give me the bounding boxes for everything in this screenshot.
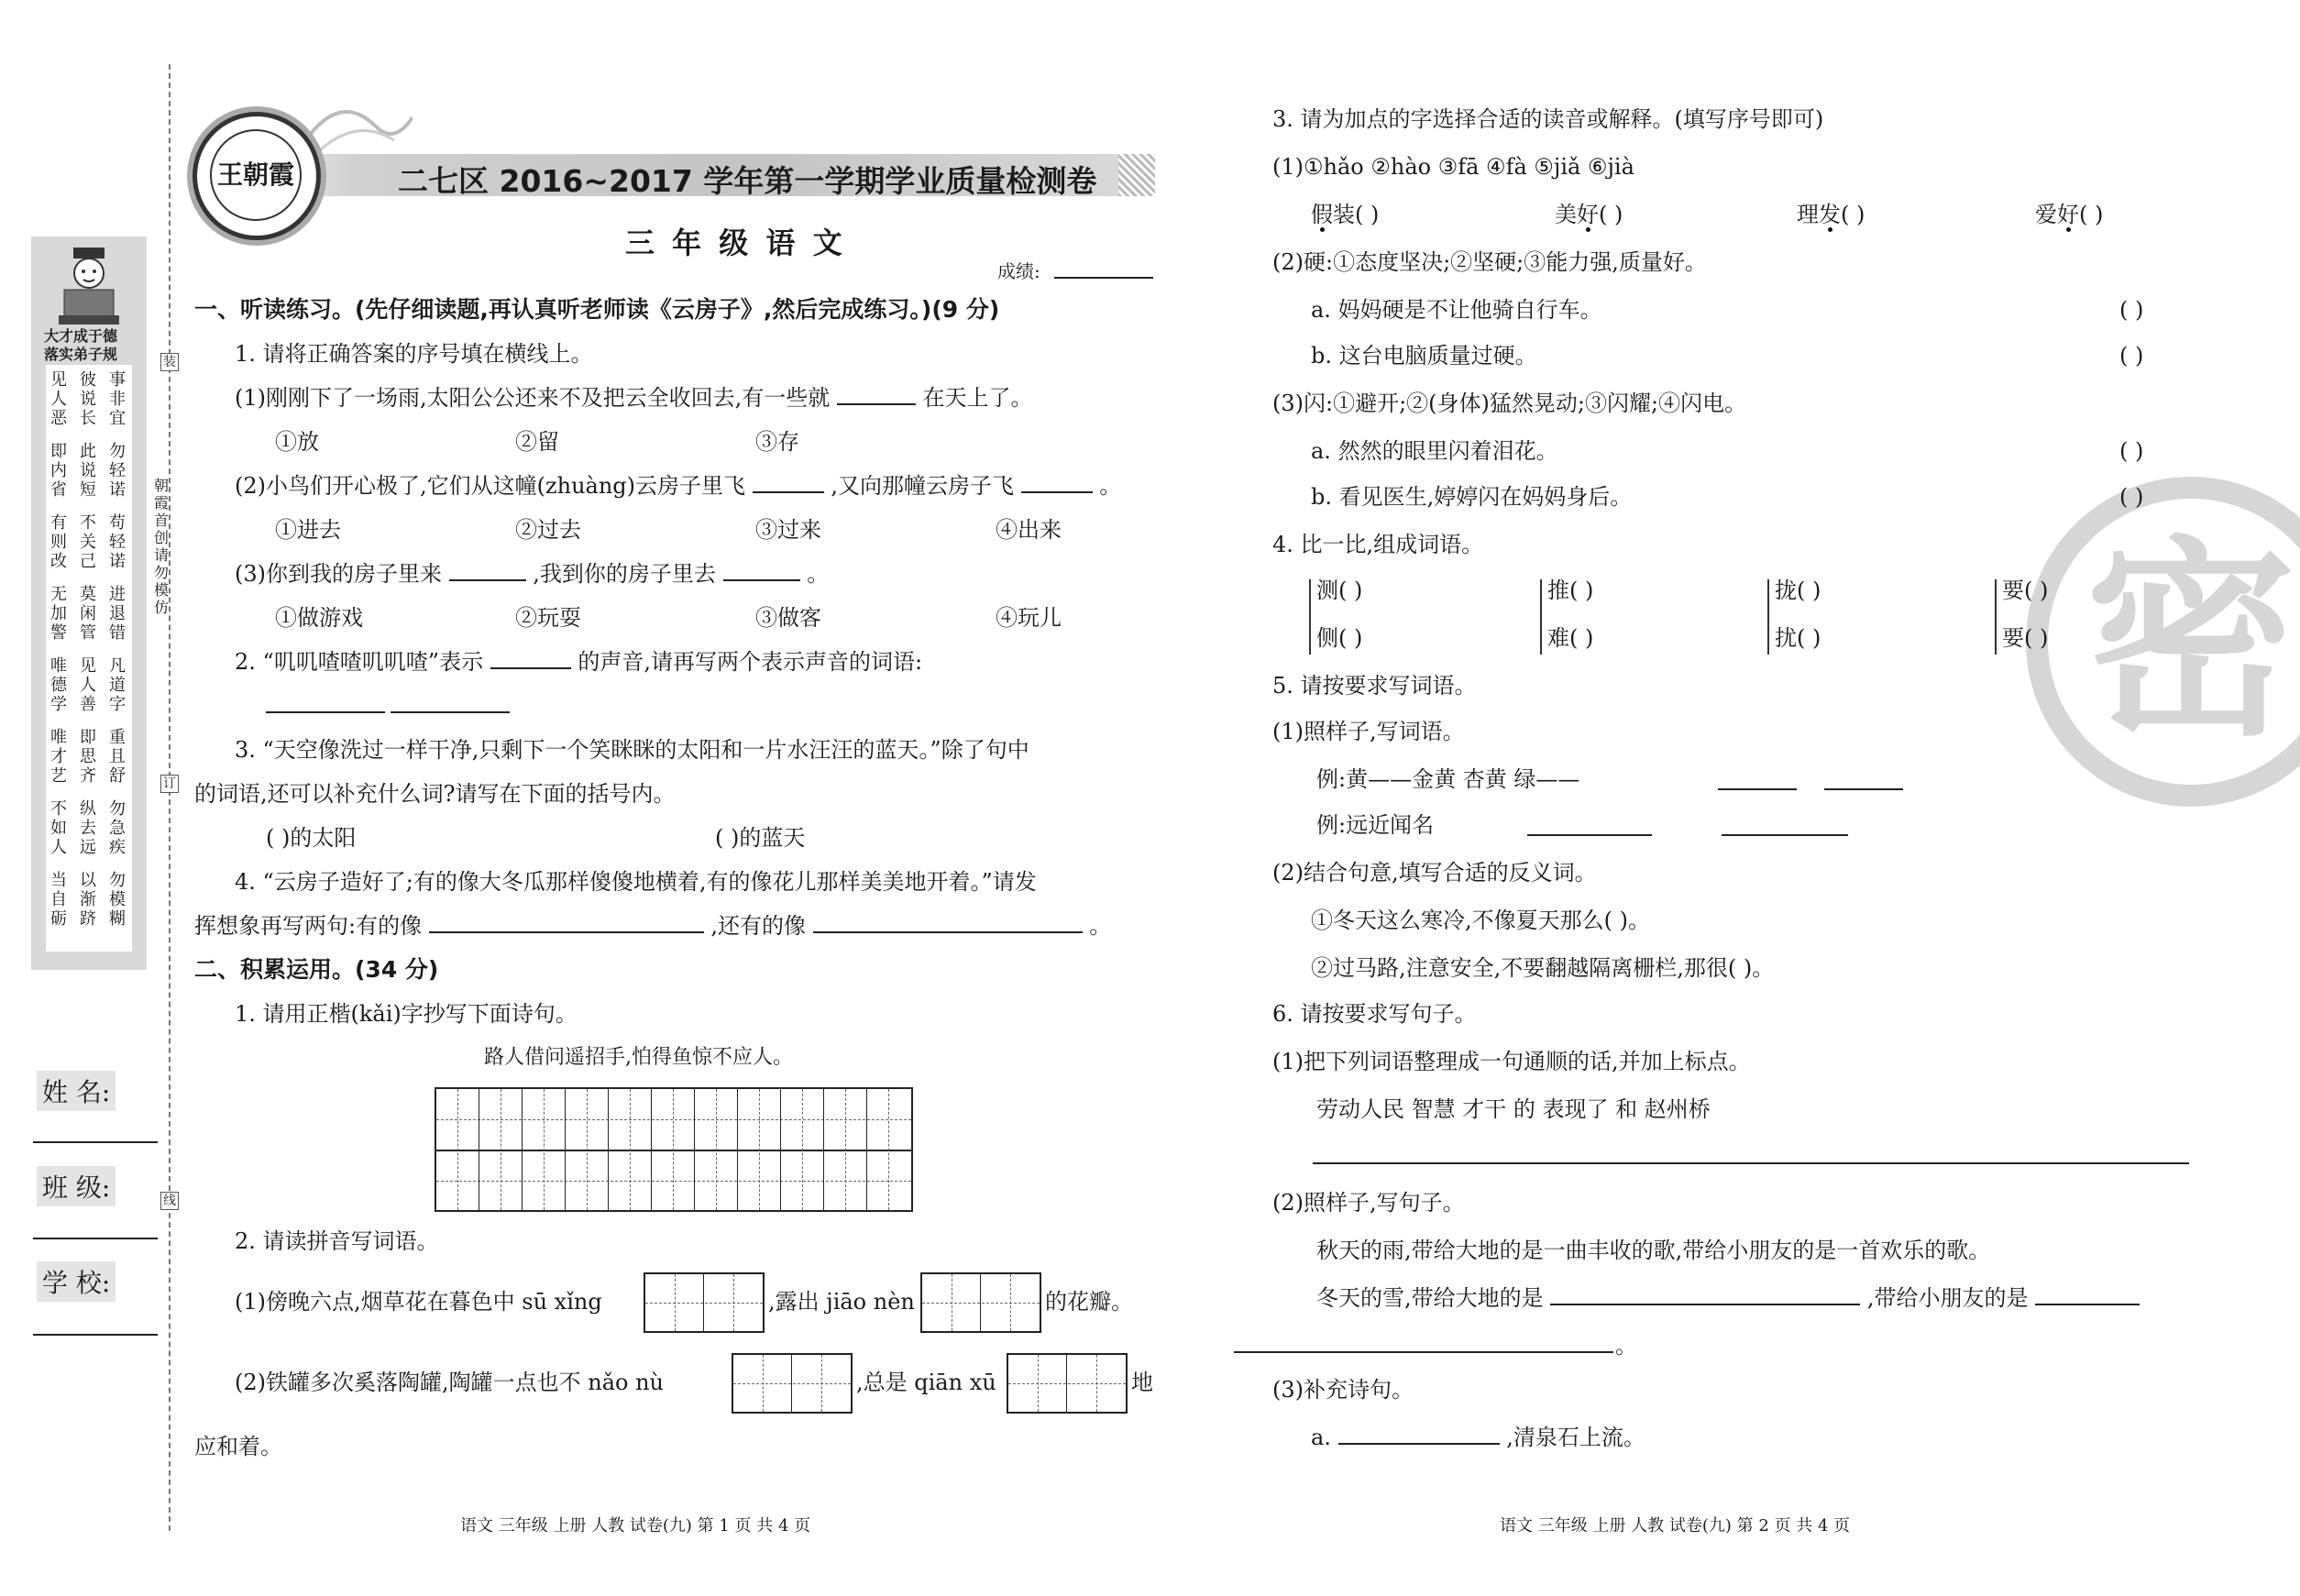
p1-prompt: 1. 请用正楷(kǎi)字抄写下面诗句。	[235, 1001, 578, 1027]
q5-2a[interactable]: ①冬天这么寒冷,不像夏天那么( )。	[1311, 908, 1650, 933]
q1-2	[235, 471, 1121, 501]
q1-2-end: 。	[1099, 473, 1122, 499]
motto-col: 进退错	[109, 585, 126, 643]
q2-blank[interactable]	[490, 647, 571, 669]
motto-col: 苟轻诺	[109, 513, 126, 571]
q1-3-text: (3)你到我的房子里来	[235, 561, 442, 587]
emphasis-dot	[2066, 227, 2071, 232]
motto-text	[46, 365, 132, 952]
q1-2-option[interactable]: ②过去	[515, 517, 581, 543]
motto-col: 此说短	[80, 442, 96, 500]
q1-3	[235, 559, 829, 589]
emphasis-dot	[1586, 227, 1590, 232]
q6-3-prompt: (3)补充诗句。	[1272, 1377, 1414, 1403]
q2-text: 2. “叽叽喳喳叽叽喳”表示	[235, 649, 484, 675]
motto-col: 以渐跻	[80, 871, 96, 929]
class-label: 班 级:	[37, 1166, 116, 1206]
q5-2b[interactable]: ②过马路,注意安全,不要翻越隔离栅栏,那很( )。	[1311, 955, 1775, 981]
q4-blank-2[interactable]	[813, 911, 1083, 933]
motto-col: 有则改	[50, 513, 67, 571]
q1-2-option[interactable]: ③过来	[755, 517, 821, 543]
q5-prompt: 5. 请按要求写词语。	[1272, 673, 1477, 699]
page-2-footer: 语文 三年级 上册 人教 试卷(九) 第 2 页 共 4 页	[1500, 1516, 1851, 1535]
class-field[interactable]	[33, 1238, 158, 1239]
q6-2-mid: ,带给小朋友的是	[1866, 1285, 2029, 1311]
pair-word[interactable]: 测( )	[1316, 578, 1363, 603]
q3-2b-answer[interactable]: ( )	[2119, 343, 2144, 369]
q1-1-text: (1)刚刚下了一场雨,太阳公公还来不及把云全收回去,有一些就	[235, 385, 831, 411]
q3-1-word[interactable]: 假装( )	[1311, 202, 1380, 227]
q1-2-blank-2[interactable]	[1021, 471, 1093, 493]
q1-2-option[interactable]: ①进去	[275, 517, 341, 543]
q3-3a-answer[interactable]: ( )	[2119, 438, 2144, 464]
q1-1-option[interactable]: ②留	[515, 429, 559, 455]
q6-1-prompt: (1)把下列词语整理成一句通顺的话,并加上标点。	[1272, 1049, 1751, 1074]
p2-2-end: 地	[1131, 1370, 1153, 1395]
q1-3-option[interactable]: ④玩儿	[996, 605, 1062, 631]
motto-col: 凡道字	[109, 656, 126, 714]
binding-mark: 线	[160, 1192, 179, 1210]
q6-2-end: 。	[1615, 1333, 1637, 1359]
p2-2-cont: 应和着。	[194, 1434, 282, 1459]
q6-2-prompt: (2)照样子,写句子。	[1272, 1190, 1465, 1216]
motto-col: 即内省	[50, 442, 67, 500]
pair-word[interactable]: 扰( )	[1775, 625, 1821, 651]
pair-word[interactable]: 推( )	[1547, 578, 1594, 603]
emphasis-dot	[1320, 227, 1325, 232]
copyright-note: 朝霞首创 请勿模仿	[154, 477, 170, 616]
motto-col: 莫闲管	[80, 585, 96, 643]
q3-answer-2[interactable]: ( )的蓝天	[715, 825, 806, 851]
q1-2-option[interactable]: ④出来	[996, 517, 1062, 543]
motto-col: 纵去远	[80, 799, 96, 857]
q3-3a: a. 然然的眼里闪着泪花。	[1311, 438, 1558, 464]
q4-mid: ,还有的像	[710, 913, 807, 939]
q1-3-blank-2[interactable]	[723, 559, 800, 581]
pair-word[interactable]: 要( )	[2002, 625, 2049, 651]
q6-1-answer[interactable]	[1313, 1162, 2189, 1164]
school-field[interactable]	[33, 1334, 158, 1336]
q3-1-word[interactable]: 爱好( )	[2035, 202, 2104, 227]
q3-2a: a. 妈妈硬是不让他骑自行车。	[1311, 297, 1602, 323]
binding-line	[169, 64, 171, 1531]
p2-2-mid: ,总是 qiān xū	[856, 1370, 996, 1395]
q5-1a-blank-2[interactable]	[1824, 788, 1903, 790]
page-1-footer: 语文 三年级 上册 人教 试卷(九) 第 1 页 共 4 页	[460, 1516, 811, 1535]
pinyin-box-suxing[interactable]	[644, 1272, 765, 1333]
school-label: 学 校:	[37, 1261, 116, 1302]
ribbon-icon	[303, 99, 413, 154]
q1-1	[235, 383, 1033, 413]
logo-text: 王朝霞	[210, 129, 302, 221]
pair-word[interactable]: 侧( )	[1316, 625, 1363, 651]
q3-2a-answer[interactable]: ( )	[2119, 297, 2144, 323]
motto-col: 勿轻诺	[109, 442, 126, 500]
p2-prompt: 2. 请读拼音写词语。	[235, 1228, 439, 1254]
q4-text: 挥想象再写两句:有的像	[194, 913, 423, 939]
pair-bracket	[1767, 579, 1769, 655]
q1-3-mid: ,我到你的房子里去	[533, 561, 716, 587]
pair-bracket	[1309, 579, 1311, 655]
motto-col: 勿模糊	[109, 871, 126, 929]
pair-bracket	[1540, 579, 1542, 655]
q5-1b-blank-2[interactable]	[1722, 834, 1848, 836]
pinyin-box-naonu[interactable]	[732, 1353, 853, 1414]
motto-col: 勿急疾	[109, 799, 126, 857]
score-field[interactable]	[1054, 277, 1153, 279]
q4-blank-1[interactable]	[429, 911, 704, 933]
q4-prompt-p2: 4. 比一比,组成词语。	[1272, 532, 1484, 557]
name-label: 姓 名:	[37, 1071, 116, 1111]
section-2-heading: 二、积累运用。(34 分)	[194, 956, 439, 983]
confidential-stamp: 密	[2026, 477, 2300, 807]
q1-3-option[interactable]: ③做客	[755, 605, 821, 631]
motto-col: 见人恶	[50, 370, 67, 428]
motto-col: 唯德学	[50, 656, 67, 714]
emphasis-dot	[1828, 227, 1832, 232]
q3-3b: b. 看见医生,婷婷闪在妈妈身后。	[1311, 484, 1633, 510]
q6-2-text: 冬天的雪,带给大地的是	[1316, 1285, 1544, 1311]
q4-line2	[194, 911, 1111, 941]
score-label: 成绩:	[997, 260, 1040, 282]
motto-panel	[31, 237, 147, 970]
q3-2-prompt: (2)硬:①态度坚决;②坚硬;③能力强,质量好。	[1272, 249, 1707, 275]
q1-3-option[interactable]: ②玩耍	[515, 605, 581, 631]
q3-1-word[interactable]: 理发( )	[1797, 202, 1865, 227]
q6-3a-blank[interactable]	[1338, 1423, 1500, 1445]
q1-1-option[interactable]: ③存	[755, 429, 799, 455]
p2-1-end: 的花瓣。	[1045, 1289, 1133, 1315]
q3-1-options: (1)①hǎo ②hào ③fā ④fà ⑤jiǎ ⑥jià	[1272, 154, 1634, 180]
q2-tail: 的声音,请再写两个表示声音的词语:	[578, 649, 923, 675]
p2-1-text: (1)傍晚六点,烟草花在暮色中 sū xǐng	[235, 1289, 602, 1315]
q1-3-blank-1[interactable]	[449, 559, 526, 581]
binding-mark: 装	[160, 353, 179, 371]
q4-line1: 4. “云房子造好了;有的像大冬瓜那样傻傻地横着,有的像花儿那样美美地开着。”请发	[235, 869, 1037, 895]
q1-2-text: (2)小鸟们开心极了,它们从这幢(zhuàng)云房子里飞	[235, 473, 746, 499]
brand-logo	[193, 112, 321, 240]
q1-1-option[interactable]: ①放	[275, 429, 319, 455]
q3-answer-1[interactable]: ( )的太阳	[266, 825, 357, 851]
q6-2-sentence	[1316, 1283, 2140, 1313]
name-field[interactable]	[33, 1141, 158, 1143]
pair-word[interactable]: 难( )	[1547, 625, 1594, 651]
q3-3b-answer[interactable]: ( )	[2119, 484, 2144, 510]
q1-2-blank-1[interactable]	[753, 471, 824, 493]
q5-1a: 例:黄——金黄 杏黄 绿——	[1316, 766, 1580, 792]
q5-1a-blank-1[interactable]	[1718, 788, 1797, 790]
motto-col: 唯才艺	[50, 728, 67, 786]
pinyin-box-qianxu[interactable]	[1007, 1353, 1128, 1414]
motto-col: 重且舒	[109, 728, 126, 786]
motto-col: 见人善	[80, 656, 96, 714]
q6-2-blank-2[interactable]	[2035, 1283, 2140, 1305]
q2-answer-1[interactable]	[266, 711, 385, 713]
q1-3-end: 。	[807, 561, 830, 587]
q4-end: 。	[1089, 913, 1112, 939]
q1-2-mid: ,又向那幢云房子飞	[831, 473, 1014, 499]
p2-2-text: (2)铁罐多次奚落陶罐,陶罐一点也不 nǎo nù	[235, 1370, 665, 1395]
motto-col: 不如人	[50, 799, 67, 857]
q3-3-prompt: (3)闪:①避开;②(身体)猛然晃动;③闪耀;④闪电。	[1272, 391, 1747, 416]
q3-2b: b. 这台电脑质量过硬。	[1311, 343, 1537, 369]
motto-col: 不关己	[80, 513, 96, 571]
pair-word[interactable]: 要( )	[2002, 578, 2049, 603]
q3-prompt: 3. 请为加点的字选择合适的读音或解释。(填写序号即可)	[1272, 106, 1824, 132]
copy-grid[interactable]	[435, 1087, 913, 1212]
q1-prompt: 1. 请将正确答案的序号填在横线上。	[235, 341, 593, 367]
scholar-icon	[59, 246, 119, 328]
banner-pattern	[1118, 154, 1155, 196]
q2	[235, 647, 922, 677]
q5-2-prompt: (2)结合句意,填写合适的反义词。	[1272, 860, 1597, 886]
motto-subtitle: 落实弟子规	[44, 346, 118, 363]
q5-1-prompt: (1)照样子,写词语。	[1272, 719, 1465, 744]
q3-1-word[interactable]: 美好( )	[1555, 202, 1623, 227]
q6-2-example: 秋天的雨,带给大地的是一曲丰收的歌,带给小朋友的是一首欢乐的歌。	[1316, 1238, 1991, 1263]
q6-2-blank-3[interactable]	[1234, 1351, 1613, 1353]
pair-bracket	[1995, 579, 1997, 655]
motto-col: 事非宜	[109, 370, 126, 428]
pinyin-box-jiaonen[interactable]	[920, 1272, 1041, 1333]
q6-3a-label: a.	[1311, 1425, 1331, 1450]
q1-1-tail: 在天上了。	[922, 385, 1033, 411]
poem-line: 路人借问遥招手,怕得鱼惊不应人。	[484, 1046, 793, 1069]
q3-line1: 3. “天空像洗过一样干净,只剩下一个笑眯眯的太阳和一片水汪汪的蓝天。”除了句中	[235, 737, 1029, 763]
p2-1-mid: ,露出 jiāo nèn	[768, 1289, 915, 1315]
q1-3-option[interactable]: ①做游戏	[275, 605, 363, 631]
motto-title: 大才成于德	[44, 327, 118, 345]
exam-title: 二七区 2016~2017 学年第一学期学业质量检测卷	[398, 163, 1097, 199]
motto-col: 彼说长	[80, 370, 96, 428]
section-1-heading: 一、听读练习。(先仔细读题,再认真听老师读《云房子》,然后完成练习。)(9 分)	[194, 296, 1000, 323]
motto-col: 即思齐	[80, 728, 96, 786]
pair-word[interactable]: 拢( )	[1775, 578, 1821, 603]
subject-title: 三 年 级 语 文	[625, 226, 846, 260]
binding-mark: 订	[160, 775, 179, 793]
q6-3a-text: ,清泉石上流。	[1506, 1425, 1645, 1450]
q2-answer-2[interactable]	[391, 711, 510, 713]
q6-3a	[1311, 1423, 1645, 1452]
q5-1b: 例:远近闻名	[1316, 812, 1435, 838]
motto-col: 当自砺	[50, 871, 67, 929]
q1-1-blank[interactable]	[837, 383, 916, 405]
q6-2-blank-1[interactable]	[1550, 1283, 1860, 1305]
q3-line2: 的词语,还可以补充什么词?请写在下面的括号内。	[194, 781, 676, 807]
motto-col: 无加警	[50, 585, 67, 643]
q6-prompt: 6. 请按要求写句子。	[1272, 1001, 1477, 1027]
q6-1-words: 劳动人民 智慧 才干 的 表现了 和 赵州桥	[1316, 1096, 1711, 1122]
q5-1b-blank-1[interactable]	[1527, 834, 1652, 836]
